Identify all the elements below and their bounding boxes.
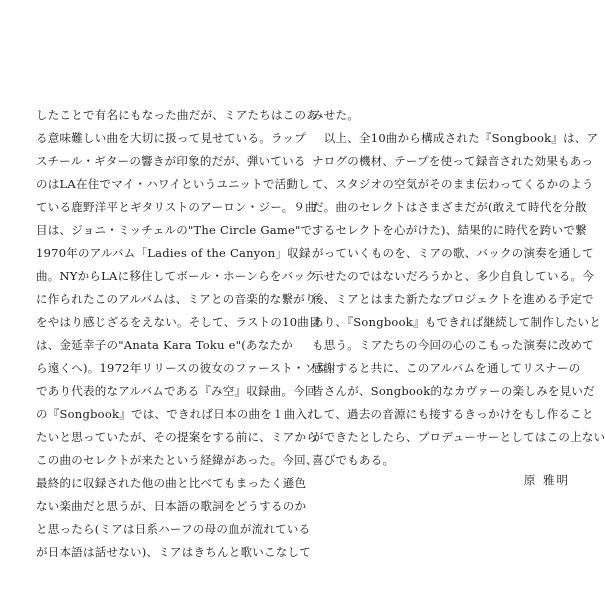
text-line: る意味難しい曲を大切に扱って見せている。ラップ — [36, 131, 307, 145]
text-line: 1970年のアルバム「Ladies of the Canyon」収録 — [36, 246, 311, 260]
author-signature: 原 雅明 — [523, 473, 570, 487]
text-line: したことで有名にもなった曲だが、ミアたちはこのあ — [36, 108, 318, 122]
text-line: は、金延幸子の"Anata Kara Toku e"(あなたか — [36, 338, 294, 352]
text-line: ない楽曲だと思うが、日本語の歌詞をどうするのか — [36, 499, 307, 513]
text-line: 示せたのではないだろうかと、多少自負している。今 — [312, 269, 594, 283]
text-line: ができたとしたら、プロデューサーとしてはこの上ない — [312, 430, 605, 444]
text-line: 喜びでもある。 — [312, 453, 395, 467]
text-line: スチール・ギターの響きが印象的だが、弾いている — [36, 154, 306, 168]
text-line: あり、『Songbook』もできれば継続して制作したいと — [312, 315, 601, 329]
text-line: であり代表的なアルバムである『み空』収録曲。今回 — [36, 384, 317, 398]
text-line: ら遠くへ)。1972年リリースの彼女のファースト・ソロ — [36, 361, 329, 375]
text-line: がっていくものを、ミアの歌、バックの演奏を通して — [312, 246, 594, 260]
text-line: 最終的に収録された他の曲と比べてもまったく遜色 — [36, 476, 307, 490]
text-line: ている鹿野洋平とギタリストのアーロン・ジー。９曲 — [36, 200, 317, 214]
text-line: 以上、全10曲から構成された『Songbook』は、ア — [312, 131, 599, 145]
text-line: みせた。 — [312, 108, 359, 122]
text-line: と思ったら(ミアは日系ハーフの母の血が流れている — [36, 522, 311, 536]
text-line: 感謝すると共に、このアルバムを通してリスナーの — [312, 361, 581, 375]
text-line: 曲。NYからLAに移住してボール・ホーンらをバック — [36, 269, 317, 283]
text-line: して、過去の音源にも接するきっかけをもし作ること — [312, 407, 594, 421]
left-text-column — [36, 104, 329, 564]
text-line: をやはり感じざるをえない。そして、ラストの10曲目 — [36, 315, 321, 329]
text-line: だ。曲のセレクトはさまざまだが(敢えて時代を分散 — [312, 200, 587, 214]
text-line: が日本語は話せない)、ミアはきちんと歌いこなして — [36, 545, 311, 559]
text-line: に作られたこのアルバムは、ミアとの音楽的な繋がり — [36, 292, 317, 306]
text-line: て、スタジオの空気がそのまま伝わってくるかのよう — [312, 177, 594, 191]
text-line: ナログの機材、テープを使って録音された効果もあっ — [312, 154, 594, 168]
right-text-column — [312, 104, 605, 472]
text-line: も思う。ミアたちの今回の心のこもった演奏に改めて — [312, 338, 594, 352]
text-line: するセレクトを心がけた)、結果的に時代を跨いで繋 — [312, 223, 587, 237]
text-line: 後、ミアとはまた新たなプロジェクトを進める予定で — [312, 292, 594, 306]
text-line: たいと思っていたが、その提案をする前に、ミアから — [36, 430, 318, 444]
text-line: 目は、ジョニ・ミッチェルの"The Circle Game"で、 — [36, 223, 324, 237]
text-line: この曲のセレクトが来たという経緯があった。今回、 — [36, 453, 318, 467]
text-line: 皆さんが、Songbook的なカヴァーの楽しみを見いだ — [312, 384, 595, 398]
text-line: の『Songbook』では、できれば日本の曲を１曲入れ — [36, 407, 319, 421]
text-line: のはLA在住でマイ・ハワイというユニットで活動し — [36, 177, 310, 191]
